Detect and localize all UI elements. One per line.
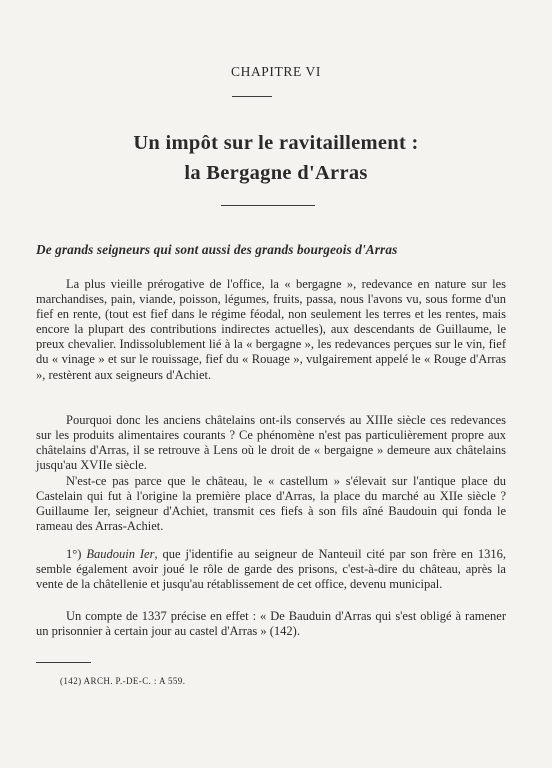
footnote: (142) ARCH. P.-DE-C. : A 559.: [60, 676, 186, 686]
chapter-title-line1: Un impôt sur le ravitaillement :: [133, 132, 419, 154]
paragraph-2: Pourquoi donc les anciens châtelains ont-ils conservés au XIIIe siècle ces redevances sur les produits alimentaires courants ? Ce phénomène n'est pas particulièrement propre aux châtelains d'Arras, il se retrouve à Lens où le droit de « bergaigne » demeure aux châtelains jusqu'au XVIIe siècle.: [36, 413, 506, 473]
section-heading: De grands seigneurs qui sont aussi des grands bourgeois d'Arras: [36, 242, 398, 257]
paragraph-5: Un compte de 1337 précise en effet : « De Bauduin d'Arras qui s'est obligé à ramener un prisonnier à certain jour au castel d'Arras » (142).: [36, 609, 506, 639]
paragraph-4-prefix: 1°): [66, 547, 87, 561]
chapter-divider: [232, 96, 272, 97]
paragraph-3: N'est-ce pas parce que le château, le « castellum » s'élevait sur l'antique place du Castelain qui fut à l'origine la première place d'Arras, la place du marché au XIIe siècle ? Guillaume Ier, seigneur d'Achiet, transmit ces fiefs à son fils aîné Baudouin qui fonda le rameau des Arras-Achiet.: [36, 474, 506, 534]
title-divider: [221, 205, 315, 206]
paragraph-1: La plus vieille prérogative de l'office, la « bergagne », redevance en nature sur les marchandises, pain, viande, poisson, légumes, fruits, passa, nous l'avons vu, sous forme d'un fief en rente, (tout est fief dans le régime féodal, non seulement les terres et les rentes, mais encore la plupart des contributions indirectes actuelles), aux descendants de Guillaume, le preux chevalier. Indissolublement lié à la « bergagne », les redevances perçues sur le vin, fief du « vinage » et sur le rouissage, fief du « Rouage », vulgairement appelé le « Rouge d'Arras », restèrent aux seigneurs d'Achiet.: [36, 277, 506, 382]
chapter-title-line2: la Bergagne d'Arras: [184, 162, 368, 184]
footnote-divider: [36, 662, 91, 663]
chapter-label: CHAPITRE VI: [231, 64, 321, 79]
paragraph-4-name: Baudouin Ier: [86, 547, 155, 561]
paragraph-4-text: , que j'identifie au seigneur de Nanteuil cité par son frère en 1316, semble également avoir joué le rôle de garde des prisons, c'est-à-dire du château, après la vente de la châtellenie et jusqu'au rétablissement de cet office, devenu municipal.: [36, 547, 506, 592]
paragraph-4: [36, 547, 506, 592]
